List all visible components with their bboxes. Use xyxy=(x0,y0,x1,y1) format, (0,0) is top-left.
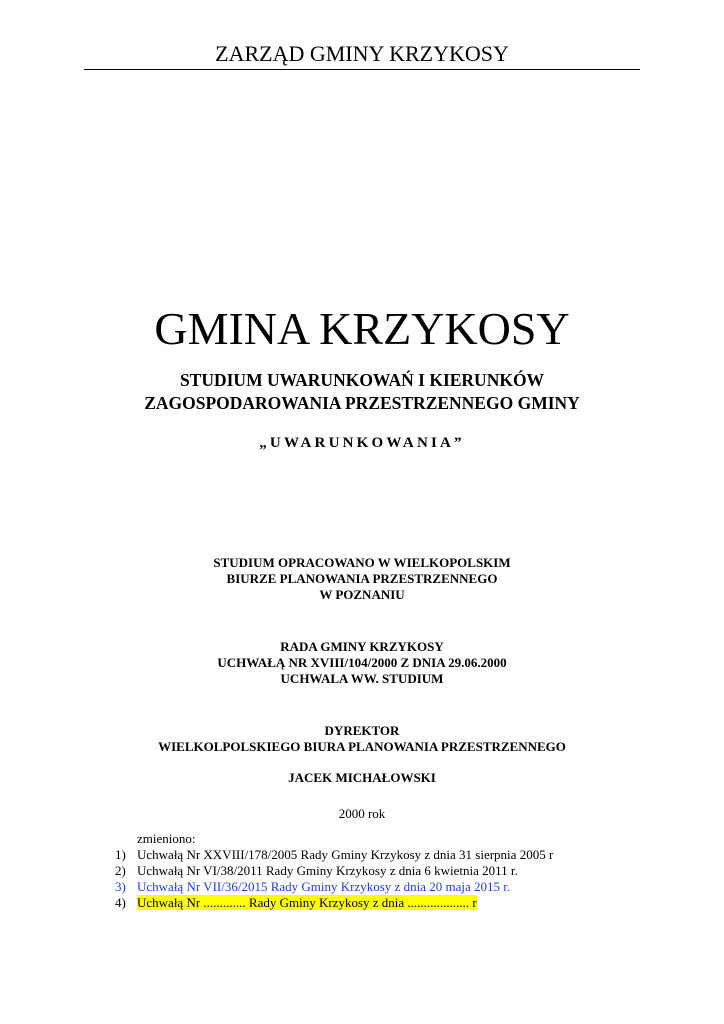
section-title: „UWARUNKOWANIA” xyxy=(259,435,465,451)
prepared-by-block xyxy=(0,555,724,603)
document-header: ZARZĄD GMINY KRZYKOSY xyxy=(215,41,509,66)
council-line-1: RADA GMINY KRZYKOSY xyxy=(280,639,444,654)
prepared-by-line-2: BIURZE PLANOWANIA PRZESTRZENNEGO xyxy=(226,571,498,586)
main-title: GMINA KRZYKOSY xyxy=(154,303,570,354)
change-item xyxy=(115,863,553,879)
change-item-text: Uchwałą Nr XXVIII/178/2005 Rady Gminy Krzykosy z dnia 31 sierpnia 2005 r xyxy=(137,847,554,862)
director-name: JACEK MICHAŁOWSKI xyxy=(288,770,436,785)
council-block xyxy=(0,639,724,687)
change-item xyxy=(115,847,553,863)
council-line-2: UCHWAŁĄ NR XVIII/104/2000 Z DNIA 29.06.2000 xyxy=(217,655,507,670)
changes-label: zmieniono: xyxy=(137,831,196,846)
changes-list xyxy=(115,847,553,911)
change-item-text-highlighted: Uchwałą Nr ............. Rady Gminy Krzykosy z dnia ................... r xyxy=(137,895,477,910)
change-item-number: 4) xyxy=(115,895,126,910)
change-item-number: 1) xyxy=(115,847,126,862)
director-office: WIELKOLPOLSKIEGO BIURA PLANOWANIA PRZESTRZENNEGO xyxy=(158,739,566,754)
council-line-3: UCHWALA WW. STUDIUM xyxy=(280,671,444,686)
director-block xyxy=(0,723,724,755)
change-item xyxy=(115,895,553,911)
director-title: DYREKTOR xyxy=(324,723,400,738)
change-item-number: 2) xyxy=(115,863,126,878)
document-year: 2000 rok xyxy=(338,806,386,821)
change-item-number: 3) xyxy=(115,879,126,894)
subtitle-line-1: STUDIUM UWARUNKOWAŃ I KIERUNKÓW xyxy=(179,370,545,390)
subtitle-line-2: ZAGOSPODAROWANIA PRZESTRZENNEGO GMINY xyxy=(144,393,580,413)
document-subtitle xyxy=(0,369,724,415)
header-divider xyxy=(84,69,640,70)
change-item-text: Uchwałą Nr VII/36/2015 Rady Gminy Krzykosy z dnia 20 maja 2015 r. xyxy=(137,879,511,894)
prepared-by-line-3: W POZNANIU xyxy=(319,587,405,602)
prepared-by-line-1: STUDIUM OPRACOWANO W WIELKOPOLSKIM xyxy=(213,555,511,570)
change-item-text: Uchwałą Nr VI/38/2011 Rady Gminy Krzykosy z dnia 6 kwietnia 2011 r. xyxy=(137,863,518,878)
change-item xyxy=(115,879,553,895)
